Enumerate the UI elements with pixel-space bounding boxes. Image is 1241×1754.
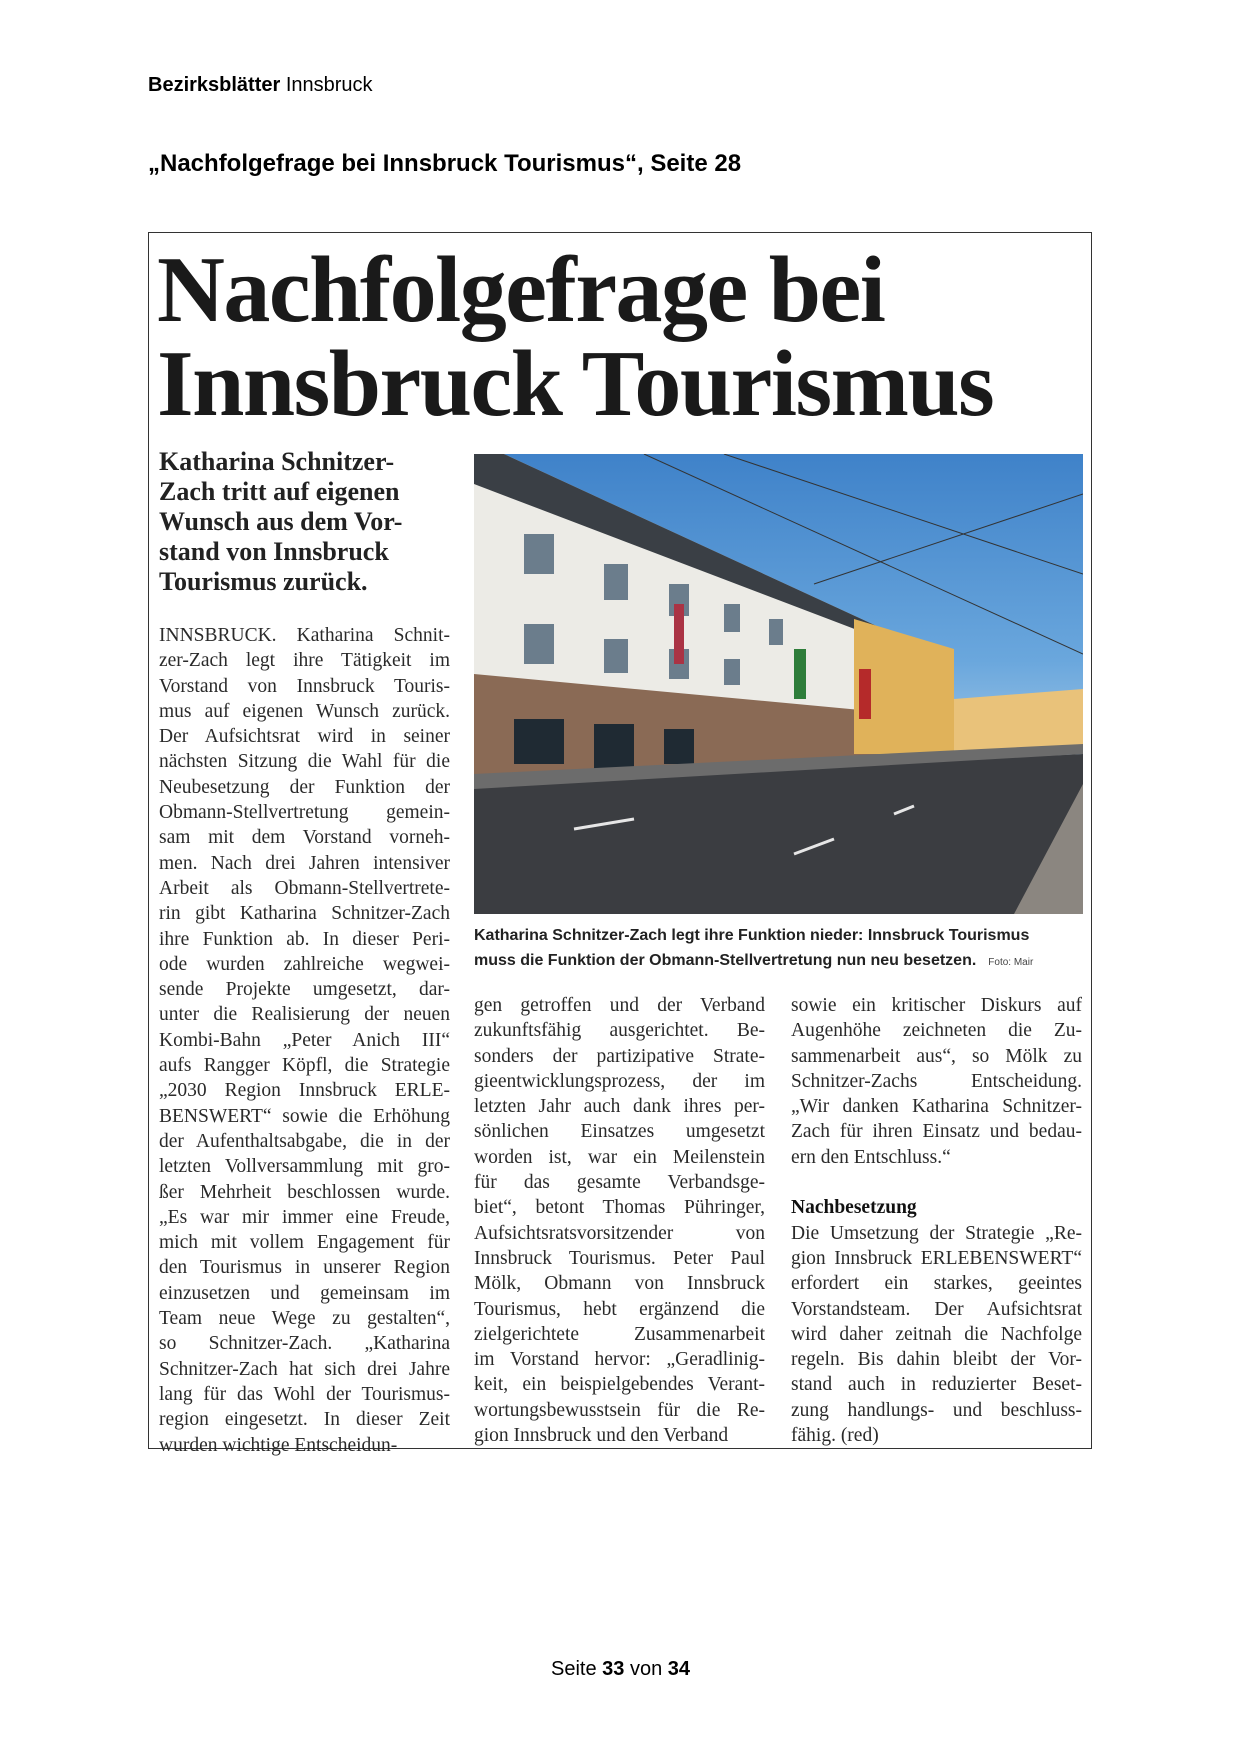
text-line: sam mit dem Vorstand vorneh-	[159, 827, 450, 849]
text-line: mich mit vollem Engagement für	[159, 1232, 450, 1254]
text-line: im Vorstand hervor: „Geradlinig-	[474, 1349, 765, 1371]
text-line: zielgerichtete Zusammenarbeit	[474, 1323, 765, 1345]
text-line: Tourismus zurück.	[159, 567, 368, 596]
text-line: biet“, betont Thomas Pühringer,	[474, 1197, 765, 1219]
text-line: Schnitzer-Zach hat sich drei Jahre	[159, 1358, 450, 1380]
text-line: so Schnitzer-Zach. „Katharina	[159, 1333, 450, 1355]
text-line: gion Innsbruck und den Verband	[474, 1425, 729, 1447]
article-reference: „Nachfolgefrage bei Innsbruck Tourismus“, Seite 28	[148, 150, 742, 177]
text-line: INNSBRUCK. Katharina Schnit-	[159, 625, 450, 646]
text-line: Wunsch aus dem Vor-	[159, 507, 403, 536]
text-line: worden ist, war ein Meilenstein	[474, 1146, 765, 1168]
text-line: men. Nach drei Jahren intensiver	[159, 852, 450, 874]
text-line: stand von Innsbruck	[159, 537, 389, 566]
text-line: Zach tritt auf eigenen	[159, 477, 400, 506]
text-line: erfordert ein starkes, geeintes	[791, 1273, 1082, 1295]
text-line: Katharina Schnitzer-	[159, 447, 395, 476]
text-line: Kombi-Bahn „Peter Anich III“	[159, 1029, 450, 1051]
text-line: regeln. Bis dahin bleibt der Vor-	[791, 1349, 1082, 1371]
text-line: Der Aufsichtsrat wird in seiner	[159, 726, 450, 748]
text-line: zukunftsfähig ausgerichtet. Be-	[474, 1020, 765, 1042]
text-line: zer-Zach legt ihre Tätigkeit im	[159, 650, 450, 672]
text-line: sammenarbeit aus“, so Mölk zu	[791, 1045, 1082, 1067]
text-line: für das gesamte Verbandsge-	[474, 1172, 765, 1194]
newspaper-clipping	[148, 232, 1092, 1456]
text-line: ßer Mehrheit beschlossen wurde.	[159, 1181, 450, 1203]
text-line: keit, ein beispielgebendes Verant-	[474, 1374, 765, 1396]
text-line: ode wurden zahlreiche wegwei-	[159, 953, 450, 975]
text-line: „Es war mir immer eine Freude,	[159, 1206, 450, 1228]
text-line: lang für das Wohl der Tourismus-	[159, 1383, 450, 1405]
text-line: einzusetzen und gemeinsam im	[159, 1282, 450, 1304]
text-line: gion Innsbruck ERLEBENSWERT“	[791, 1247, 1082, 1269]
text-line: Die Umsetzung der Strategie „Re-	[791, 1222, 1082, 1244]
text-line: BENSWERT“ sowie die Erhöhung	[159, 1105, 450, 1127]
text-line: Augenhöhe zeichneten die Zu-	[791, 1020, 1082, 1042]
text-line: sonders der partizipative Strate-	[474, 1045, 765, 1067]
text-line: Tourismus, hebt ergänzend die	[474, 1298, 765, 1320]
article-deck	[159, 447, 449, 597]
subheading: Nachbesetzung	[791, 1197, 917, 1219]
publication-header: Bezirksblätter Innsbruck	[148, 74, 373, 96]
text-line: Arbeit als Obmann-Stellvertrete-	[159, 877, 450, 899]
text-line: Vorstandsteam. Der Aufsichtsrat	[791, 1298, 1082, 1320]
text-line: rin gibt Katharina Schnitzer-Zach	[159, 903, 450, 925]
text-line: wortungsbewusstsein für die Re-	[474, 1399, 765, 1421]
text-line: ihre Funktion ab. In dieser Peri-	[159, 928, 450, 950]
article-column-2	[474, 993, 765, 1448]
article-photo	[474, 454, 1083, 914]
text-line: nächsten Sitzung die Wahl für die	[159, 751, 450, 773]
text-line: unter die Realisierung der neuen	[159, 1004, 450, 1026]
text-line: Neubesetzung der Funktion der	[159, 776, 450, 798]
text-line: Team neue Wege zu gestalten“,	[159, 1308, 450, 1330]
text-line: Aufsichtsratsvorsitzender von	[474, 1222, 765, 1244]
text-line: gieentwicklungsprozess, der im	[474, 1070, 765, 1092]
text-line: letzten Vollversammlung mit gro-	[159, 1156, 450, 1178]
text-line: stand auch in reduzierter Beset-	[791, 1374, 1082, 1396]
article-headline: Nachfolgefrage bei Innsbruck Tourismus	[157, 238, 994, 436]
text-line: „Wir danken Katharina Schnitzer-	[791, 1096, 1082, 1118]
text-line: Obmann-Stellvertretung gemein-	[159, 802, 450, 824]
text-line: zung handlungs- und beschluss-	[791, 1399, 1082, 1421]
text-line: aufs Rangger Köpfl, die Strategie	[159, 1055, 450, 1077]
text-line: region eingesetzt. In dieser Zeit	[159, 1409, 450, 1431]
text-line: „2030 Region Innsbruck ERLE-	[159, 1080, 450, 1102]
text-line: sende Projekte umgesetzt, dar-	[159, 979, 450, 1001]
page-number: Seite 33 von 34	[550, 1658, 691, 1680]
text-line: Mölk, Obmann von Innsbruck	[474, 1273, 765, 1295]
text-line: sönlichen Einsatzes umgesetzt	[474, 1121, 765, 1143]
text-line: Zach für ihren Einsatz und bedau-	[791, 1121, 1082, 1143]
text-line: wird daher zeitnah die Nachfolge	[791, 1323, 1082, 1345]
photo-caption: Katharina Schnitzer-Zach legt ihre Funktion nieder: Innsbruck Tourismus muss die Funktion der Obmann-Stellvertretung nun neu besetzen. Foto: Mair	[474, 927, 1034, 969]
text-line: ern den Entschluss.“	[791, 1146, 951, 1168]
article-column-3	[791, 993, 1082, 1448]
photo-credit: Foto: Mair	[988, 957, 1034, 968]
text-line: mus auf eigenen Wunsch zurück.	[159, 700, 450, 722]
text-line: gen getroffen und der Verband	[474, 995, 765, 1016]
text-line: wurden wichtige Entscheidun-	[159, 1434, 398, 1456]
text-line: Innsbruck Tourismus. Peter Paul	[474, 1247, 765, 1269]
text-line: Vorstand von Innsbruck Touris-	[159, 675, 450, 697]
text-line: letzten Jahr auch dank ihres per-	[474, 1096, 765, 1118]
building-street-photo	[474, 454, 1083, 914]
text-line: Schnitzer-Zachs Entscheidung.	[791, 1070, 1082, 1092]
text-line: der Aufenthaltsabgabe, die in der	[159, 1130, 450, 1152]
article-column-1	[159, 623, 450, 1458]
text-line: fähig. (red)	[791, 1425, 879, 1447]
text-line: den Tourismus in unserer Region	[159, 1257, 450, 1279]
text-line: sowie ein kritischer Diskurs auf	[791, 995, 1082, 1016]
